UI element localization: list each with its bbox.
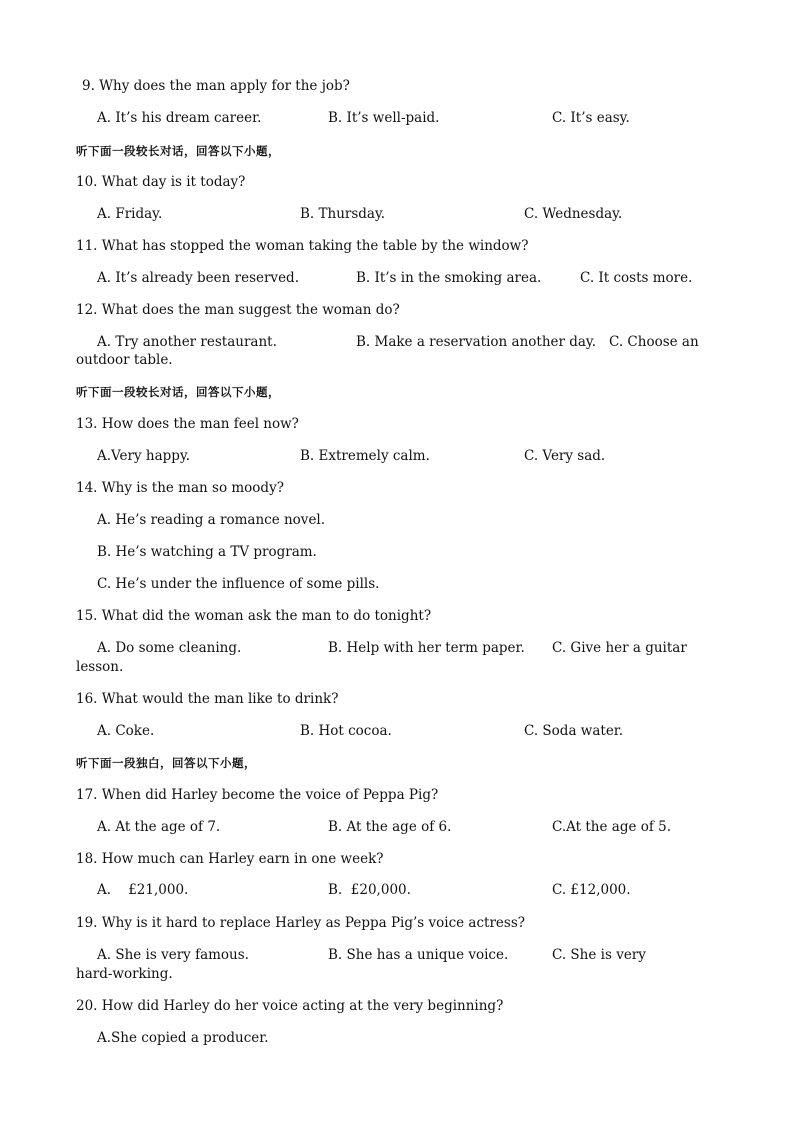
question-14-stem: 14. Why is the man so moody? xyxy=(76,480,284,496)
question-15-option-b: B. Help with her term paper. xyxy=(328,640,525,656)
question-19-option-c: C. She is very xyxy=(552,947,646,963)
question-20-stem: 20. How did Harley do her voice acting at the very beginning? xyxy=(76,998,504,1014)
question-15-stem: 15. What did the woman ask the man to do tonight? xyxy=(76,608,432,624)
question-9-stem: 9. Why does the man apply for the job? xyxy=(82,78,350,94)
question-19-option-c-continued: hard-working. xyxy=(76,966,173,982)
question-18-option-b: B. £20,000. xyxy=(328,882,411,898)
question-19-option-a: A. She is very famous. xyxy=(97,947,249,963)
question-18-option-a: A. £21,000. xyxy=(97,882,189,898)
question-10-option-a: A. Friday. xyxy=(97,206,163,222)
question-14-option-c: C. He’s under the influence of some pills. xyxy=(97,576,380,592)
question-15-option-c: C. Give her a guitar xyxy=(552,640,687,656)
question-18-option-c: C. £12,000. xyxy=(552,882,631,898)
question-14-option-b: B. He’s watching a TV program. xyxy=(97,544,317,560)
question-16-option-a: A. Coke. xyxy=(97,723,155,739)
question-16-option-b: B. Hot cocoa. xyxy=(300,723,392,739)
question-15-option-c-continued: lesson. xyxy=(76,659,124,675)
question-11-option-c: C. It costs more. xyxy=(580,270,693,286)
question-14-option-a: A. He’s reading a romance novel. xyxy=(97,512,326,528)
question-19-option-b: B. She has a unique voice. xyxy=(328,947,509,963)
question-12-option-b: B. Make a reservation another day. xyxy=(356,334,597,350)
question-12-option-a: A. Try another restaurant. xyxy=(97,334,277,350)
question-13-option-b: B. Extremely calm. xyxy=(300,448,430,464)
question-12-option-c: C. Choose an xyxy=(609,334,699,350)
question-17-stem: 17. When did Harley become the voice of Peppa Pig? xyxy=(76,787,439,803)
question-16-option-c: C. Soda water. xyxy=(524,723,624,739)
question-17-option-a: A. At the age of 7. xyxy=(97,819,221,835)
question-11-stem: 11. What has stopped the woman taking the table by the window? xyxy=(76,238,529,254)
question-10-option-b: B. Thursday. xyxy=(300,206,386,222)
question-17-option-c: C.At the age of 5. xyxy=(552,819,672,835)
question-10-option-c: C. Wednesday. xyxy=(524,206,623,222)
question-13-option-a: A.Very happy. xyxy=(97,448,191,464)
question-15-option-a: A. Do some cleaning. xyxy=(97,640,242,656)
question-11-option-a: A. It’s already been reserved. xyxy=(97,270,299,286)
question-13-option-c: C. Very sad. xyxy=(524,448,606,464)
question-11-option-b: B. It’s in the smoking area. xyxy=(356,270,542,286)
question-12-option-c-continued: outdoor table. xyxy=(76,352,173,368)
question-9-option-a: A. It’s his dream career. xyxy=(97,110,262,126)
question-17-option-b: B. At the age of 6. xyxy=(328,819,452,835)
question-16-stem: 16. What would the man like to drink? xyxy=(76,691,339,707)
question-19-stem: 19. Why is it hard to replace Harley as Peppa Pig’s voice actress? xyxy=(76,915,525,931)
question-10-stem: 10. What day is it today? xyxy=(76,174,246,190)
question-13-stem: 13. How does the man feel now? xyxy=(76,416,299,432)
question-9-option-b: B. It’s well-paid. xyxy=(328,110,440,126)
question-20-option-a: A.She copied a producer. xyxy=(97,1030,269,1046)
question-12-stem: 12. What does the man suggest the woman do? xyxy=(76,302,400,318)
section-header-long-dialogue-2: 听下面一段较长对话，回答以下小题， xyxy=(76,385,280,399)
section-header-long-dialogue-1: 听下面一段较长对话，回答以下小题， xyxy=(76,144,280,158)
section-header-monologue: 听下面一段独白，回答以下小题， xyxy=(76,756,256,770)
question-9-option-c: C. It’s easy. xyxy=(552,110,630,126)
question-18-stem: 18. How much can Harley earn in one week? xyxy=(76,851,384,867)
